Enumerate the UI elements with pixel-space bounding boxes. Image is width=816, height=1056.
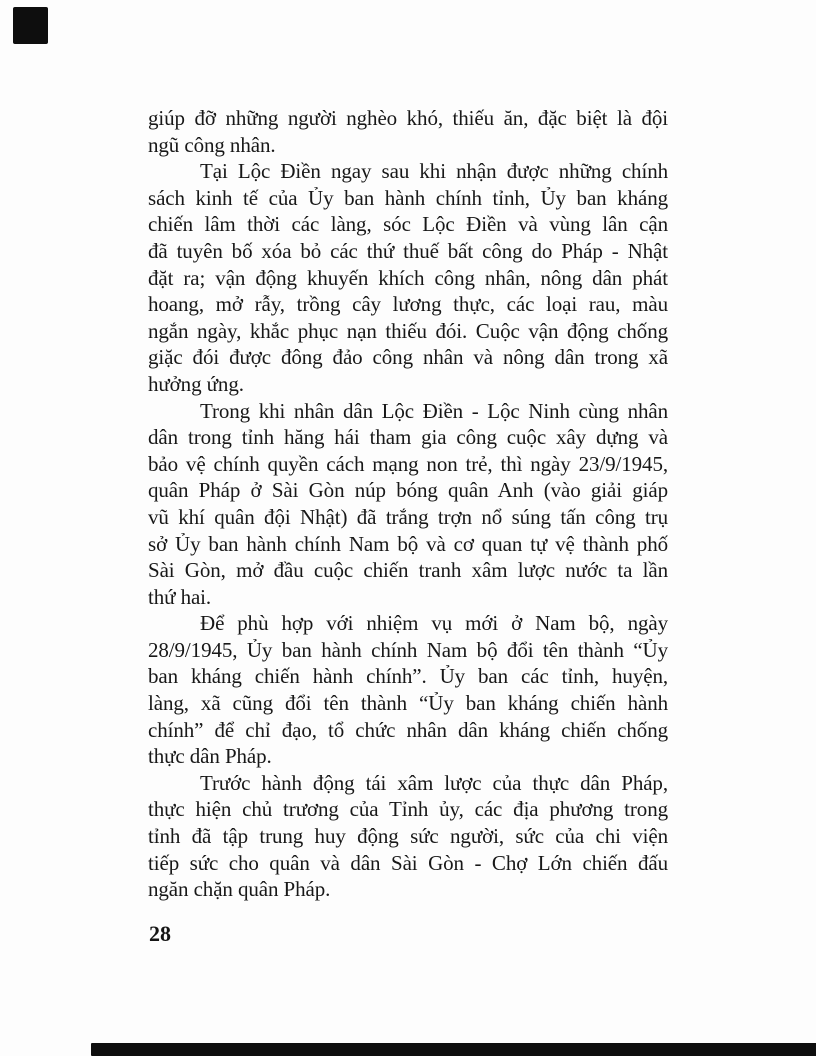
body-text-block <box>148 105 668 903</box>
text-line: quân Pháp ở Sài Gòn núp bóng quân Anh (vào giải giáp <box>148 478 668 503</box>
text-line: ban kháng chiến hành chính”. Ủy ban các tỉnh, huyện, <box>148 664 668 689</box>
text-line: ngũ công nhân. <box>148 132 276 157</box>
text-line: dân trong tỉnh hăng hái tham gia công cuộc xây dựng và <box>148 425 668 450</box>
scan-artifact-top-left <box>13 7 48 44</box>
text-line: hoang, mở rẫy, trồng cây lương thực, các loại rau, màu <box>148 292 668 317</box>
text-line: giặc đói được đông đảo công nhân và nông dân trong xã <box>148 345 668 370</box>
text-line: sách kinh tế của Ủy ban hành chính tỉnh, Ủy ban kháng <box>148 185 668 210</box>
paragraph <box>148 398 668 611</box>
text-line: 28/9/1945, Ủy ban hành chính Nam bộ đổi tên thành “Ủy <box>148 637 668 662</box>
text-line: Tại Lộc Điền ngay sau khi nhận được những chính <box>200 159 668 184</box>
text-line: ngắn ngày, khắc phục nạn thiếu đói. Cuộc vận động chống <box>148 318 668 343</box>
text-line: đặt ra; vận động khuyến khích công nhân, nông dân phát <box>148 265 668 290</box>
text-line: làng, xã cũng đổi tên thành “Ủy ban kháng chiến hành <box>148 691 668 716</box>
text-line: thứ hai. <box>148 584 212 609</box>
paragraph <box>148 105 668 158</box>
scan-artifact-bottom-edge <box>91 1043 816 1056</box>
text-line: chiến lâm thời các làng, sóc Lộc Điền và vùng lân cận <box>148 212 668 237</box>
text-line: vũ khí quân đội Nhật) đã trắng trợn nổ súng tấn công trụ <box>148 504 668 529</box>
text-line: Sài Gòn, mở đầu cuộc chiến tranh xâm lược nước ta lần <box>148 558 668 583</box>
text-line: đã tuyên bố xóa bỏ các thứ thuế bất công do Pháp - Nhật <box>148 238 668 263</box>
text-line: Trong khi nhân dân Lộc Điền - Lộc Ninh cùng nhân <box>200 398 668 423</box>
paragraph <box>148 610 668 770</box>
text-line: Trước hành động tái xâm lược của thực dân Pháp, <box>200 770 668 795</box>
text-line: chính” để chỉ đạo, tổ chức nhân dân kháng chiến chống <box>148 717 668 742</box>
paragraph <box>148 770 668 903</box>
text-line: sở Ủy ban hành chính Nam bộ và cơ quan tự vệ thành phố <box>148 531 668 556</box>
text-line: tỉnh đã tập trung huy động sức người, sức của chi viện <box>148 824 668 849</box>
paragraph <box>148 158 668 397</box>
text-line: bảo vệ chính quyền cách mạng non trẻ, thì ngày 23/9/1945, <box>148 451 668 476</box>
text-line: thực dân Pháp. <box>148 744 272 769</box>
text-line: tiếp sức cho quân và dân Sài Gòn - Chợ Lớn chiến đấu <box>148 850 668 875</box>
text-line: ngăn chặn quân Pháp. <box>148 877 331 902</box>
page-number: 28 <box>149 921 171 946</box>
text-line: hưởng ứng. <box>148 371 244 396</box>
text-line: thực hiện chủ trương của Tỉnh ủy, các địa phương trong <box>148 797 668 822</box>
text-line: Để phù hợp với nhiệm vụ mới ở Nam bộ, ngày <box>200 611 668 636</box>
text-line: giúp đỡ những người nghèo khó, thiếu ăn, đặc biệt là đội <box>148 106 668 130</box>
